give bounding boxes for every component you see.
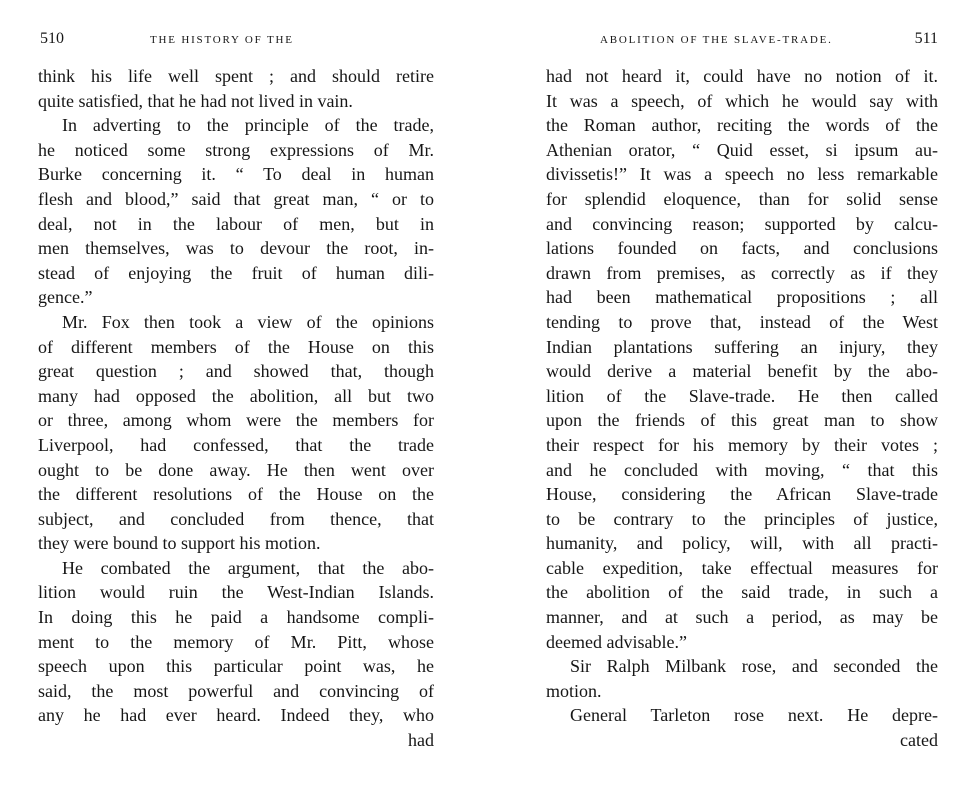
text-line: quite satisfied, that he had not lived in vain. xyxy=(38,90,353,111)
text-line: Mr. Fox then took a view of the opinions xyxy=(62,311,434,332)
text-line: humanity, and policy, will, with all practi- xyxy=(546,533,938,554)
text-line: the Roman author, reciting the words of the xyxy=(546,115,938,136)
text-line: Athenian orator, “ Quid esset, si ipsum au- xyxy=(546,139,938,160)
text-line: In adverting to the principle of the trade, xyxy=(62,115,434,136)
page-number-left: 510 xyxy=(40,30,64,47)
running-head-left: THE HISTORY OF THE xyxy=(150,34,294,46)
text-line: for splendid eloquence, than for solid sense xyxy=(546,188,938,209)
text-line: manner, and at such a period, as may be xyxy=(546,607,938,628)
text-line: General Tarleton rose next. He depre- xyxy=(570,705,938,726)
text-line: gence.” xyxy=(38,287,93,308)
left-page-text xyxy=(38,64,434,753)
text-line: had been mathematical propositions ; all xyxy=(546,287,938,308)
text-line: to be contrary to the principles of justice, xyxy=(546,508,938,529)
text-line: Liverpool, had confessed, that the trade xyxy=(38,434,434,455)
text-line: Indian plantations suffering an injury, they xyxy=(546,336,938,357)
text-line: or three, among whom were the members for xyxy=(38,410,434,431)
right-page-header xyxy=(546,30,938,52)
text-line: of different members of the House on this xyxy=(38,336,434,357)
text-line: their respect for his memory by their votes ; xyxy=(546,434,938,455)
text-line: Burke concerning it. “ To deal in human xyxy=(38,164,434,185)
text-line: ought to be done away. He then went over xyxy=(38,459,434,480)
text-line: the abolition of the said trade, in such a xyxy=(546,582,938,603)
text-line: lition of the Slave-trade. He then called xyxy=(546,385,938,406)
text-line: divissetis!” It was a speech no less remarkable xyxy=(546,164,938,185)
text-line: deal, not in the labour of men, but in xyxy=(38,213,434,234)
text-line: He combated the argument, that the abo- xyxy=(62,557,434,578)
right-page-text xyxy=(546,64,938,753)
text-line: and convincing reason; supported by calcu- xyxy=(546,213,938,234)
text-line: It was a speech, of which he would say with xyxy=(546,90,938,111)
text-line: House, considering the African Slave-trade xyxy=(546,484,938,505)
running-head-right: ABOLITION OF THE SLAVE-TRADE. xyxy=(600,34,833,46)
left-page xyxy=(38,0,434,791)
text-line: tending to prove that, instead of the West xyxy=(546,311,938,332)
text-line: many had opposed the abolition, all but two xyxy=(38,385,434,406)
page-number-right: 511 xyxy=(914,30,938,47)
catchword: cated xyxy=(900,730,938,751)
text-line: the different resolutions of the House on the xyxy=(38,484,434,505)
text-line: upon the friends of this great man to show xyxy=(546,410,938,431)
text-line: ment to the memory of Mr. Pitt, whose xyxy=(38,631,434,652)
text-line: would derive a material benefit by the abo- xyxy=(546,361,938,382)
text-line: subject, and concluded from thence, that xyxy=(38,508,434,529)
text-line: had not heard it, could have no notion of it. xyxy=(546,66,938,86)
text-line: motion. xyxy=(546,680,602,701)
catchword: had xyxy=(408,730,434,751)
text-line: great question ; and showed that, though xyxy=(38,361,434,382)
text-line: speech upon this particular point was, he xyxy=(38,656,434,677)
text-line: lations founded on facts, and conclusions xyxy=(546,238,938,259)
text-line: deemed advisable.” xyxy=(546,631,687,652)
text-line: stead of enjoying the fruit of human dili- xyxy=(38,262,434,283)
text-line: men themselves, was to devour the root, in- xyxy=(38,238,434,259)
text-line: he noticed some strong expressions of Mr. xyxy=(38,139,434,160)
text-line: they were bound to support his motion. xyxy=(38,533,321,554)
text-line: drawn from premises, as correctly as if they xyxy=(546,262,938,283)
text-line: cable expedition, take effectual measures for xyxy=(546,557,938,578)
text-line: said, the most powerful and convincing of xyxy=(38,680,434,701)
text-line: lition would ruin the West-Indian Islands. xyxy=(38,582,434,603)
text-line: any he had ever heard. Indeed they, who xyxy=(38,705,434,726)
text-line: flesh and blood,” said that great man, “ or to xyxy=(38,188,434,209)
text-line: Sir Ralph Milbank rose, and seconded the xyxy=(570,656,938,677)
left-page-header xyxy=(38,30,434,52)
right-page xyxy=(546,0,938,791)
text-line: think his life well spent ; and should retire xyxy=(38,66,434,86)
text-line: and he concluded with moving, “ that this xyxy=(546,459,938,480)
text-line: In doing this he paid a handsome compli- xyxy=(38,607,434,628)
